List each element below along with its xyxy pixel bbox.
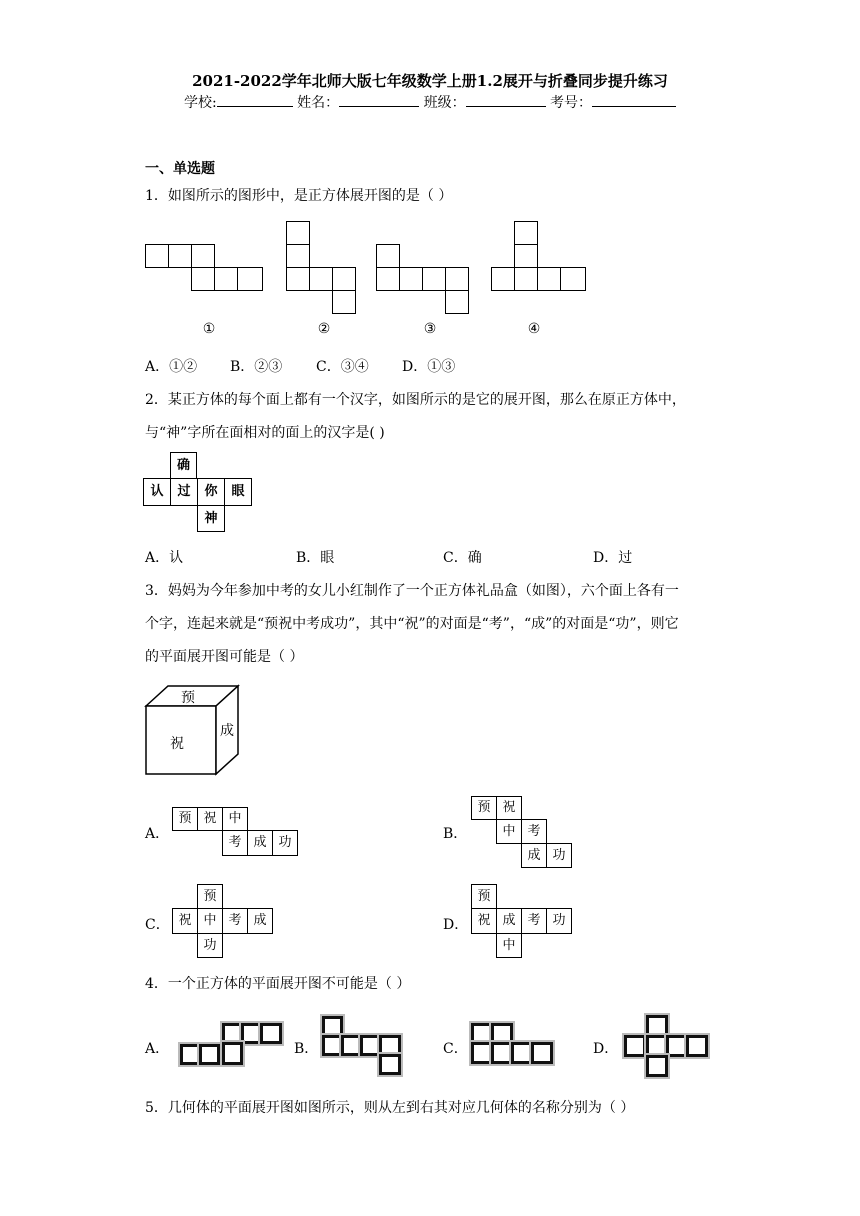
question-1-text: 1．如图所示的图形中，是正方体展开图的是（ ） (145, 188, 453, 204)
q3d-cell: 功 (546, 908, 572, 934)
q1-option-c[interactable]: C．③④ (316, 359, 369, 375)
q4-option-b[interactable]: B． (294, 1041, 319, 1057)
question-2-line-1: 2．某正方体的每个面上都有一个汉字，如图所示的是它的展开图，那么在原正方体中， (145, 392, 686, 408)
school-blank[interactable] (217, 92, 293, 107)
q4-option-d[interactable]: D． (593, 1041, 619, 1057)
q3a-cell: 祝 (197, 807, 223, 831)
q2-net-row-1: 认 (143, 478, 171, 506)
q2-option-b[interactable]: B．眼 (296, 550, 335, 566)
q3-cube-front: 祝 (170, 736, 184, 752)
q3a-cell: 中 (222, 807, 248, 831)
document-title: 2021-2022学年北师大版七年级数学上册1.2展开与折叠同步提升练习 (192, 72, 668, 90)
q2-option-a[interactable]: A．认 (145, 550, 184, 566)
q3-cube-figure (140, 680, 250, 780)
q2-option-c[interactable]: C．确 (443, 550, 482, 566)
q1-label-3: ③ (423, 321, 437, 337)
q2-net-top: 确 (170, 452, 197, 479)
class-blank[interactable] (466, 92, 546, 107)
q1-option-a[interactable]: A．①② (145, 359, 198, 375)
q3d-cell: 祝 (471, 908, 497, 934)
q3b-cell: 预 (471, 796, 497, 820)
section-heading: 一、单选题 (145, 161, 215, 177)
q2-net-row-3: 你 (197, 478, 225, 506)
q3c-cell: 成 (247, 908, 273, 934)
q3d-cell: 成 (496, 908, 522, 934)
q3b-cell: 成 (521, 843, 547, 868)
name-label: 姓名： (297, 95, 340, 111)
id-label: 考号： (550, 95, 593, 111)
id-blank[interactable] (592, 92, 676, 107)
q3c-cell: 预 (197, 884, 223, 909)
q4-option-a[interactable]: A． (145, 1041, 170, 1057)
student-info-line (0, 92, 860, 112)
question-3-line-3: 的平面展开图可能是（ ） (145, 649, 304, 665)
question-5-text: 5．几何体的平面展开图如图所示，则从左到右其对应几何体的名称分别为（ ） (145, 1100, 635, 1116)
question-2-line-2: 与“神”字所在面相对的面上的汉字是( ) (145, 425, 385, 441)
q1-label-1: ① (202, 321, 216, 337)
q3b-cell: 中 (496, 819, 522, 844)
q2-option-d[interactable]: D．过 (593, 550, 633, 566)
q3a-cell: 功 (272, 830, 298, 856)
q3d-cell: 中 (496, 933, 522, 958)
school-label: 学校: (183, 95, 217, 111)
q3-cube-top: 预 (181, 690, 195, 706)
q3d-cell: 预 (471, 884, 497, 909)
q3c-cell: 考 (222, 908, 248, 934)
question-3-line-2: 个字，连起来就是“预祝中考成功”，其中“祝”的对面是“考”，“成”的对面是“功”，则它 (145, 616, 679, 632)
q3a-cell: 成 (247, 830, 273, 856)
q1-option-b[interactable]: B．②③ (230, 359, 283, 375)
q3c-cell: 祝 (172, 908, 198, 934)
question-3-line-1: 3．妈妈为今年参加中考的女儿小红制作了一个正方体礼品盒（如图），六个面上各有一 (145, 583, 679, 599)
q3c-cell: 中 (197, 908, 223, 934)
q3-option-b[interactable]: B． (443, 826, 468, 842)
q1-label-4: ④ (527, 321, 541, 337)
q4-option-c[interactable]: C． (443, 1041, 468, 1057)
q2-net-row-4: 眼 (224, 478, 252, 506)
q3a-cell: 考 (222, 830, 248, 856)
q3d-cell: 考 (521, 908, 547, 934)
question-4-text: 4．一个正方体的平面展开图不可能是（ ） (145, 976, 411, 992)
q3-option-d[interactable]: D． (443, 917, 469, 933)
q2-net-bottom: 神 (197, 505, 225, 532)
q3-option-a[interactable]: A． (145, 826, 170, 842)
q3a-cell: 预 (172, 807, 198, 831)
q1-option-d[interactable]: D．①③ (402, 359, 456, 375)
q2-net-row-2: 过 (170, 478, 198, 506)
class-label: 班级： (423, 95, 466, 111)
q3b-cell: 功 (546, 843, 572, 868)
q3b-cell: 祝 (496, 796, 522, 820)
q3c-cell: 功 (197, 933, 223, 958)
name-blank[interactable] (339, 92, 419, 107)
q3-option-c[interactable]: C． (145, 917, 170, 933)
q3-cube-side: 成 (220, 723, 234, 739)
q3b-cell: 考 (521, 819, 547, 844)
q1-label-2: ② (317, 321, 331, 337)
